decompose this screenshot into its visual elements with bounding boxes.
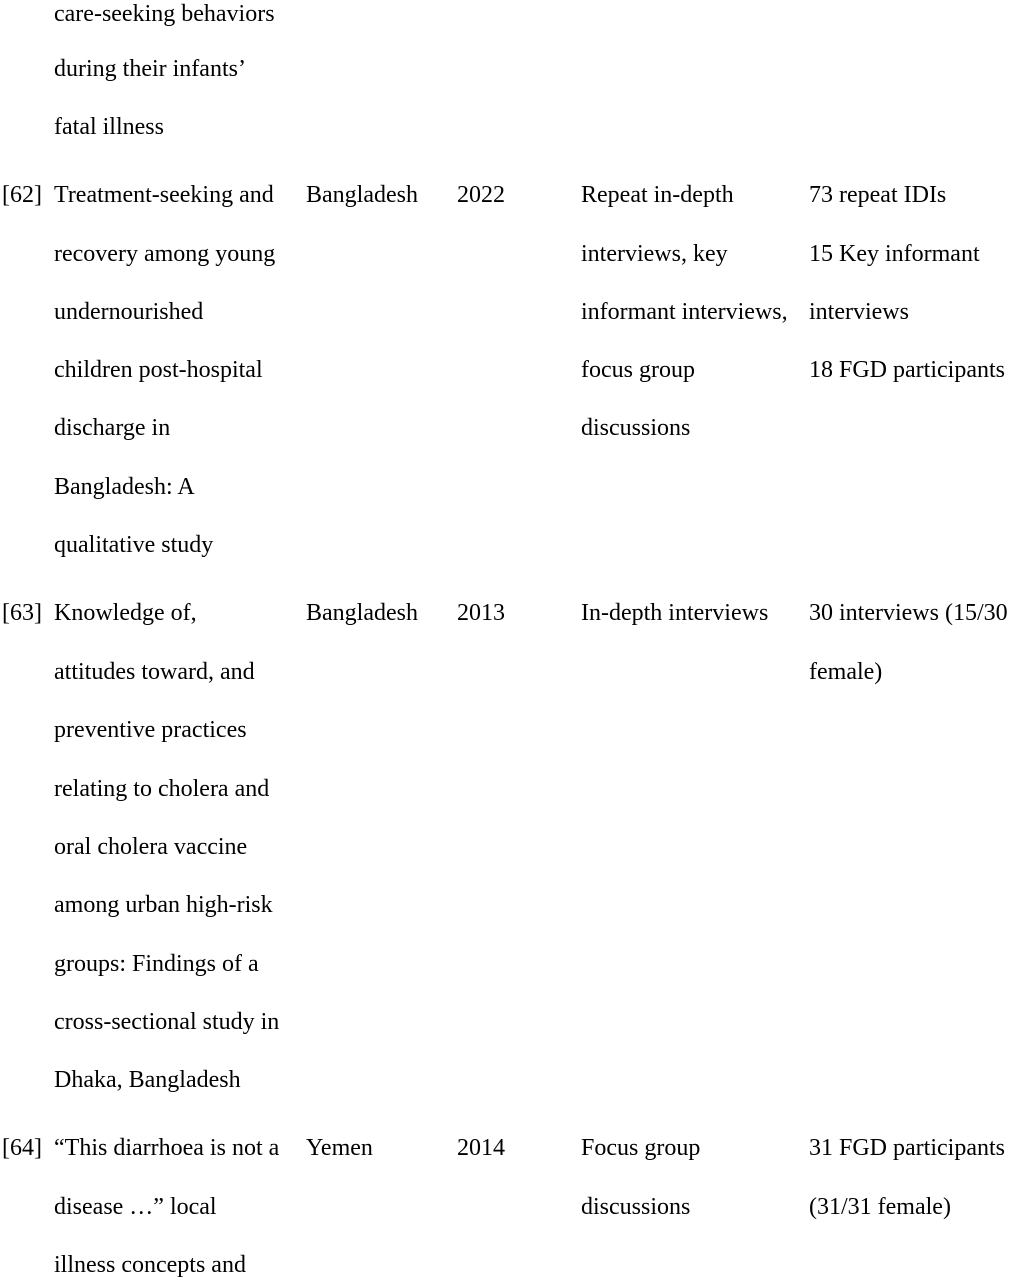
country-cell: Bangladesh <box>306 600 418 626</box>
title-line: relating to cholera and <box>54 776 270 802</box>
sample-line: 18 FGD participants <box>809 357 1005 383</box>
method-line: informant interviews, <box>581 299 788 325</box>
method-line: focus group <box>581 357 695 383</box>
sample-line: 31 FGD participants <box>809 1135 1005 1161</box>
year-cell: 2014 <box>457 1135 505 1161</box>
title-line: care-seeking behaviors <box>54 1 275 27</box>
year-cell: 2022 <box>457 182 505 208</box>
title-line: fatal illness <box>54 114 164 140</box>
title-line: recovery among young <box>54 241 276 267</box>
title-line: among urban high-risk <box>54 892 273 918</box>
title-line: qualitative study <box>54 532 214 558</box>
country-cell: Yemen <box>306 1135 373 1161</box>
title-line: Bangladesh: A <box>54 474 195 500</box>
title-line: oral cholera vaccine <box>54 834 248 860</box>
method-line: Focus group <box>581 1135 701 1161</box>
title-line: groups: Findings of a <box>54 951 259 977</box>
ref-cell: [64] <box>2 1135 42 1161</box>
title-line: children post-hospital <box>54 357 263 383</box>
sample-line: interviews <box>809 299 909 325</box>
sample-line: (31/31 female) <box>809 1194 951 1220</box>
method-line: In-depth interviews <box>581 600 769 626</box>
title-line: disease …” local <box>54 1194 217 1220</box>
title-line: attitudes toward, and <box>54 659 255 685</box>
method-line: interviews, key <box>581 241 728 267</box>
sample-line: 30 interviews (15/30 <box>809 600 1008 626</box>
title-line: cross-sectional study in <box>54 1009 280 1035</box>
title-line: “This diarrhoea is not a <box>54 1135 280 1161</box>
title-line: preventive practices <box>54 717 247 743</box>
sample-line: female) <box>809 659 883 685</box>
sample-line: 15 Key informant <box>809 241 980 267</box>
title-line: Treatment-seeking and <box>54 182 274 208</box>
ref-cell: [63] <box>2 600 42 626</box>
method-line: discussions <box>581 415 691 441</box>
title-line: during their infants’ <box>54 56 246 82</box>
method-line: Repeat in-depth <box>581 182 734 208</box>
title-line: Knowledge of, <box>54 600 197 626</box>
ref-cell: [62] <box>2 182 42 208</box>
title-line: undernourished <box>54 299 204 325</box>
country-cell: Bangladesh <box>306 182 418 208</box>
title-line: illness concepts and <box>54 1252 246 1278</box>
title-line: discharge in <box>54 415 171 441</box>
method-line: discussions <box>581 1194 691 1220</box>
year-cell: 2013 <box>457 600 505 626</box>
sample-line: 73 repeat IDIs <box>809 182 947 208</box>
title-line: Dhaka, Bangladesh <box>54 1067 241 1093</box>
